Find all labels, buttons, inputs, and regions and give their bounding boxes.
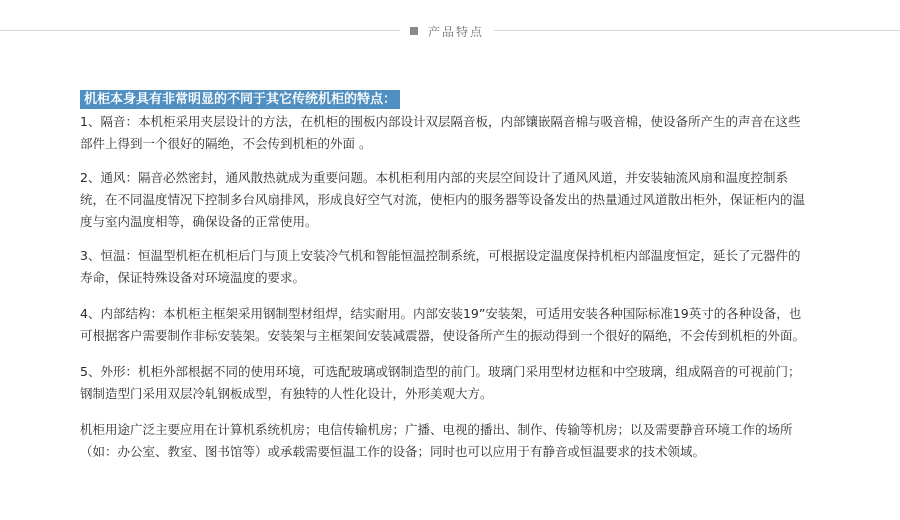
usage-paragraph: 机柜用途广泛主要应用在计算机系统机房；电信传输机房；广播、电视的播出、制作、传输等机房；以及需要静音环境工作的场所（如：办公室、教室、图书馆等）或承载需要恒温工作的设备；同时也可以应用于有静音或恒温要求的技术领域。 (80, 422, 793, 459)
header-label (400, 22, 494, 40)
feature-content (80, 88, 810, 463)
feature-item-internal-structure: 4、内部结构：本机柜主框架采用钢制型材组焊，结实耐用。内部安装19”安装架，可适用安装各种国际标准19英寸的各种设备，也可根据客户需要制作非标安装架。安装架与主框架间安装减震器，使设备所产生的振动得到一个很好的隔绝，不会传到机柜的外面。 (80, 306, 806, 343)
intro-highlight: 机柜本身具有非常明显的不同于其它传统机柜的特点： (80, 90, 400, 109)
feature-item-exterior: 5、外形：机柜外部根据不同的使用环境，可选配玻璃或钢制造型的前门。玻璃门采用型材边框和中空玻璃，组成隔音的可视前门；钢制造型门采用双层冷轧钢板成型，有独特的人性化设计，外形美观大方。 (80, 364, 801, 401)
square-bullet-icon (410, 27, 418, 35)
feature-item-constant-temperature: 3、恒温：恒温型机柜在机柜后门与顶上安装冷气机和智能恒温控制系统，可根据设定温度保持机柜内部温度恒定，延长了元器件的寿命，保证特殊设备对环境温度的要求。 (80, 248, 801, 285)
section-title: 产品特点 (428, 24, 485, 39)
feature-item-soundproof: 1、隔音：本机柜采用夹层设计的方法，在机柜的围板内部设计双层隔音板，内部镶嵌隔音棉与吸音棉，使设备所产生的声音在这些部件上得到一个很好的隔绝，不会传到机柜的外面 。 (80, 114, 801, 151)
section-header (0, 22, 900, 40)
feature-item-ventilation: 2、通风：隔音必然密封，通风散热就成为重要问题。本机柜利用内部的夹层空间设计了通风风道，并安装轴流风扇和温度控制系统，在不同温度情况下控制多台风扇排风，形成良好空气对流，使柜内的服务器等设备发出的热量通过风道散出柜外，保证柜内的温度与室内温度相等，确保设备的正常使用。 (80, 170, 806, 229)
